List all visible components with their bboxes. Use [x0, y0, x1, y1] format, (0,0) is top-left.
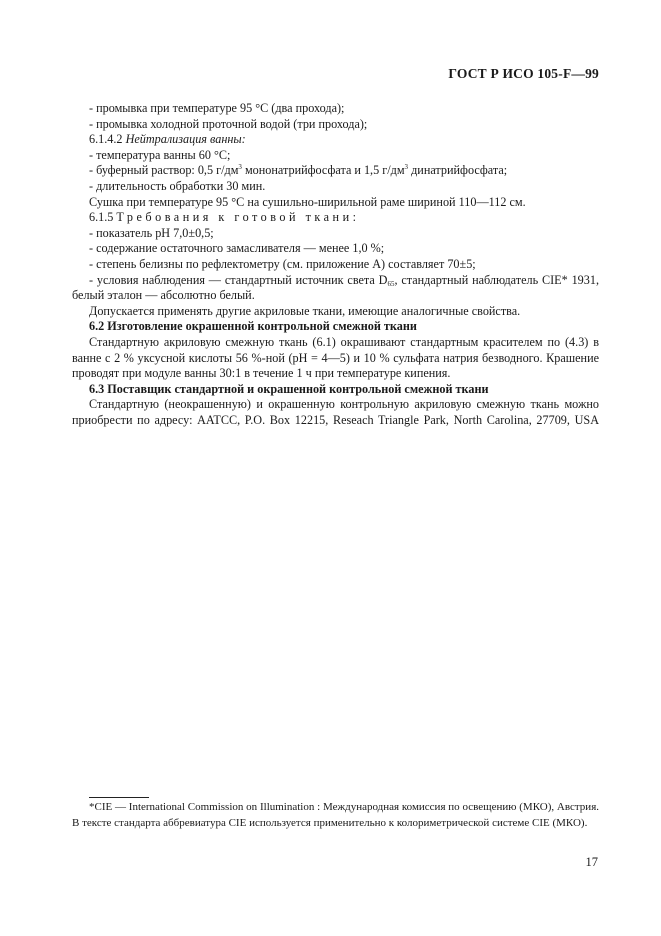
section-6-3-heading: 6.3 Поставщик стандартной и окрашенной контрольной смежной ткани	[89, 381, 489, 396]
rinse-hot-item: - промывка при температуре 95 °С (два прохода);	[89, 101, 345, 115]
page-body	[72, 101, 599, 428]
whiteness-requirement-item: - степень белизны по рефлектометру (см. приложение А) составляет 70±5;	[89, 256, 476, 271]
buffer-solution-item: - буферный раствор: 0,5 $г/дм^3$ мононатрийфосфата и 1,5 $г/дм^3$ динатрийфосфата;	[89, 163, 508, 178]
lubricant-requirement-item: - содержание остаточного замасливателя — менее 1,0 %;	[89, 241, 385, 256]
clause-title: Требования к готовой ткани	[116, 210, 353, 225]
section-6-2-heading: 6.2 Изготовление окрашенной контрольной смежной ткани	[89, 319, 417, 334]
footnote-cie: *CIE — International Commission on Illumination : Международная комиссия по освещению (МКО), Австрия. В тексте стандарта аббревиатура CIE используется применительно к колориметрической системе CIE (МКО).	[72, 801, 599, 829]
drying-paragraph: Сушка при температуре 95 °С на сушильно-ширильной раме шириной 110—112 см.	[89, 194, 526, 209]
clause-number: 6.1.5	[89, 210, 117, 225]
treatment-duration-item: - длительность обработки 30 мин.	[89, 178, 266, 193]
rinse-cold-item: - промывка холодной проточной водой (три прохода);	[89, 116, 368, 131]
clause-6-1-4-2	[72, 132, 599, 148]
page-number: 17	[585, 855, 598, 869]
footnote-separator	[89, 797, 149, 798]
ph-requirement-item: - показатель рН 7,0±0,5;	[89, 225, 214, 240]
clause-6-1-5: 6.1.5 Требования к готовой ткани:	[89, 210, 356, 225]
document-code-header: ГОСТ Р ИСО 105-F—99	[448, 66, 599, 81]
clause-title: Нейтрализация ванны:	[125, 132, 246, 147]
observation-conditions-item: - условия наблюдения — стандартный источник света $D_{65}$, стандартный наблюдатель CIE* 1931, белый эталон — абсолютно белый.	[72, 272, 599, 303]
section-6-2-paragraph: Стандартную акриловую смежную ткань (6.1) окрашивают стандартным красителем по (4.3) в ванне с 2 % уксусной кислоты 56 %-ной (рН = 4—5) и 10 % сульфата натрия безводного. Крашение проводят при модуле ванны 30:1 в течение 1 ч при температуре кипения.	[72, 334, 599, 381]
alternatives-paragraph: Допускается применять другие акриловые ткани, имеющие аналогичные свойства.	[89, 303, 521, 318]
section-6-3-paragraph: Стандартную (неокрашенную) и окрашенную контрольную акриловую смежную ткань можно приобрести по адресу: AATCC, P.O. Box 12215, Reseach Triangle Park, North Carolina, 27709, USA	[72, 397, 599, 427]
bath-temperature-item: - температура ванны 60 °С;	[89, 147, 231, 162]
clause-number: 6.1.4.2	[89, 132, 126, 147]
